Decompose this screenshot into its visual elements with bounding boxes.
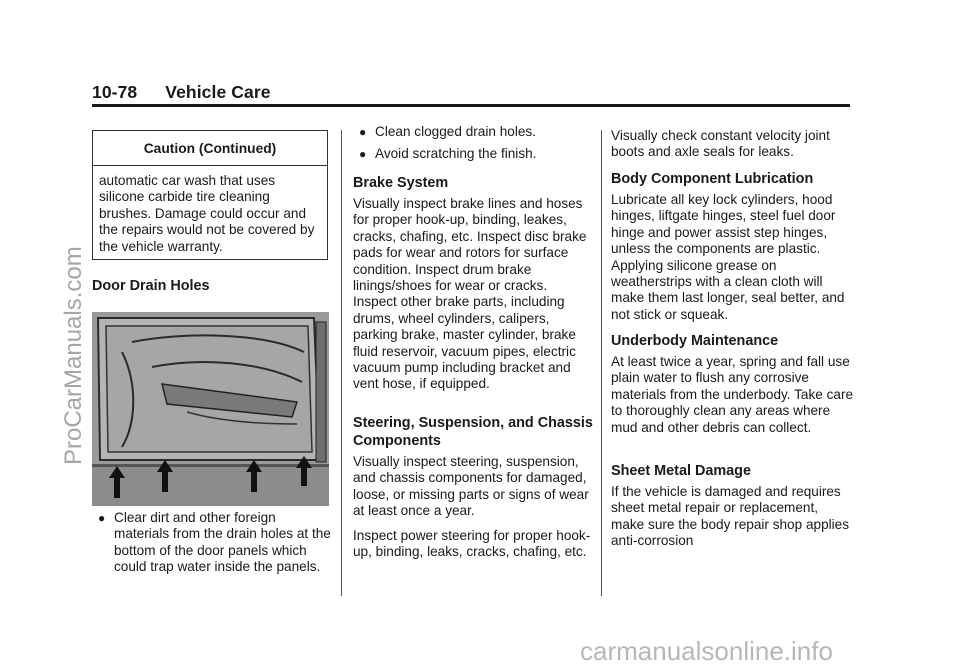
caution-box (92, 130, 328, 260)
sheet-metal-heading: Sheet Metal Damage (611, 463, 751, 479)
header-rule (92, 104, 850, 107)
steering-section (353, 414, 593, 560)
steering-heading: Steering, Suspension, and Chassis Components (353, 415, 593, 449)
column-divider-2 (601, 130, 602, 596)
underbody-section (611, 332, 855, 436)
cv-joint-section (611, 128, 855, 161)
cv-joint-text: Visually check constant velocity joint boots and axle seals for leaks. (611, 128, 830, 160)
bullet-text: Clear dirt and other foreign materials from the drain holes at the bottom of the door panels which could trap water inside the panels. (114, 510, 331, 575)
steering-text-2: Inspect power steering for proper hook-up, binding, leaks, cracks, chafing, etc. (353, 527, 591, 560)
lubrication-text: Lubricate all key lock cylinders, hood hinges, liftgate hinges, steel fuel door hinge and power assist step hinges, unless the components are plastic. Applying silicone grease on weatherstrips with a clean cloth will make them last longer, seal better, and not stick or squeak. (611, 192, 845, 322)
sheet-metal-text: If the vehicle is damaged and requires sheet metal repair or replacement, make sure the body repair shop applies anti-corrosion (611, 484, 850, 549)
list-item (92, 510, 332, 576)
brake-system-heading: Brake System (353, 175, 449, 191)
bullet-text: Avoid scratching the finish. (375, 146, 537, 162)
list-item (353, 146, 593, 162)
brake-system-text: Visually inspect brake lines and hoses for proper hook-up, binding, leakes, cracks, chafing, etc. Inspect disc brake pads for wear and rotors for surface condition. Inspect drum brake linings/shoes for wear or cracks. Inspect other brake parts, including drums, wheel cylinders, calipers, parking brake, master cylinder, brake fluid reservoir, vacuum pipes, electric vacuum pump including bracket and vent hose, if equipped. (353, 196, 587, 392)
lubrication-heading: Body Component Lubrication (611, 171, 814, 187)
page-number: 10-78 (92, 82, 138, 102)
bullet-icon: ● (359, 147, 367, 162)
lubrication-section (611, 170, 855, 323)
door-drain-heading: Door Drain Holes (92, 278, 210, 294)
caution-divider (93, 165, 327, 166)
door-drain-bullets (92, 510, 332, 576)
column-divider-1 (341, 130, 342, 596)
bullet-text: Clean clogged drain holes. (375, 124, 536, 139)
bullet-icon: ● (98, 511, 106, 525)
bottom-watermark: carmanualsonline.info (580, 636, 833, 666)
section-title: Vehicle Care (165, 82, 271, 102)
caution-text: automatic car wash that uses silicone carbide tire cleaning brushes. Damage could occur and the repairs would not be covered by the vehicle warranty. (99, 173, 315, 254)
underbody-heading: Underbody Maintenance (611, 333, 779, 349)
door-drain-image (92, 312, 329, 506)
bullet-icon: ● (359, 125, 367, 139)
left-watermark: ProCarManuals.com (60, 246, 87, 465)
list-item (353, 124, 593, 140)
brake-system-section (353, 174, 593, 393)
underbody-text: At least twice a year, spring and fall use plain water to flush any corrosive materials from the underbody. Take care to thoroughly clean any areas where mud and other debris can collect. (611, 354, 854, 435)
caution-title: Caution (Continued) (143, 141, 277, 156)
page-header (92, 82, 271, 103)
drain-hole-bullets (353, 124, 593, 169)
steering-text-1: Visually inspect steering, suspension, and chassis components for damaged, loose, or missing parts or signs of wear at least once a year. (353, 454, 589, 519)
sheet-metal-section (611, 462, 855, 550)
